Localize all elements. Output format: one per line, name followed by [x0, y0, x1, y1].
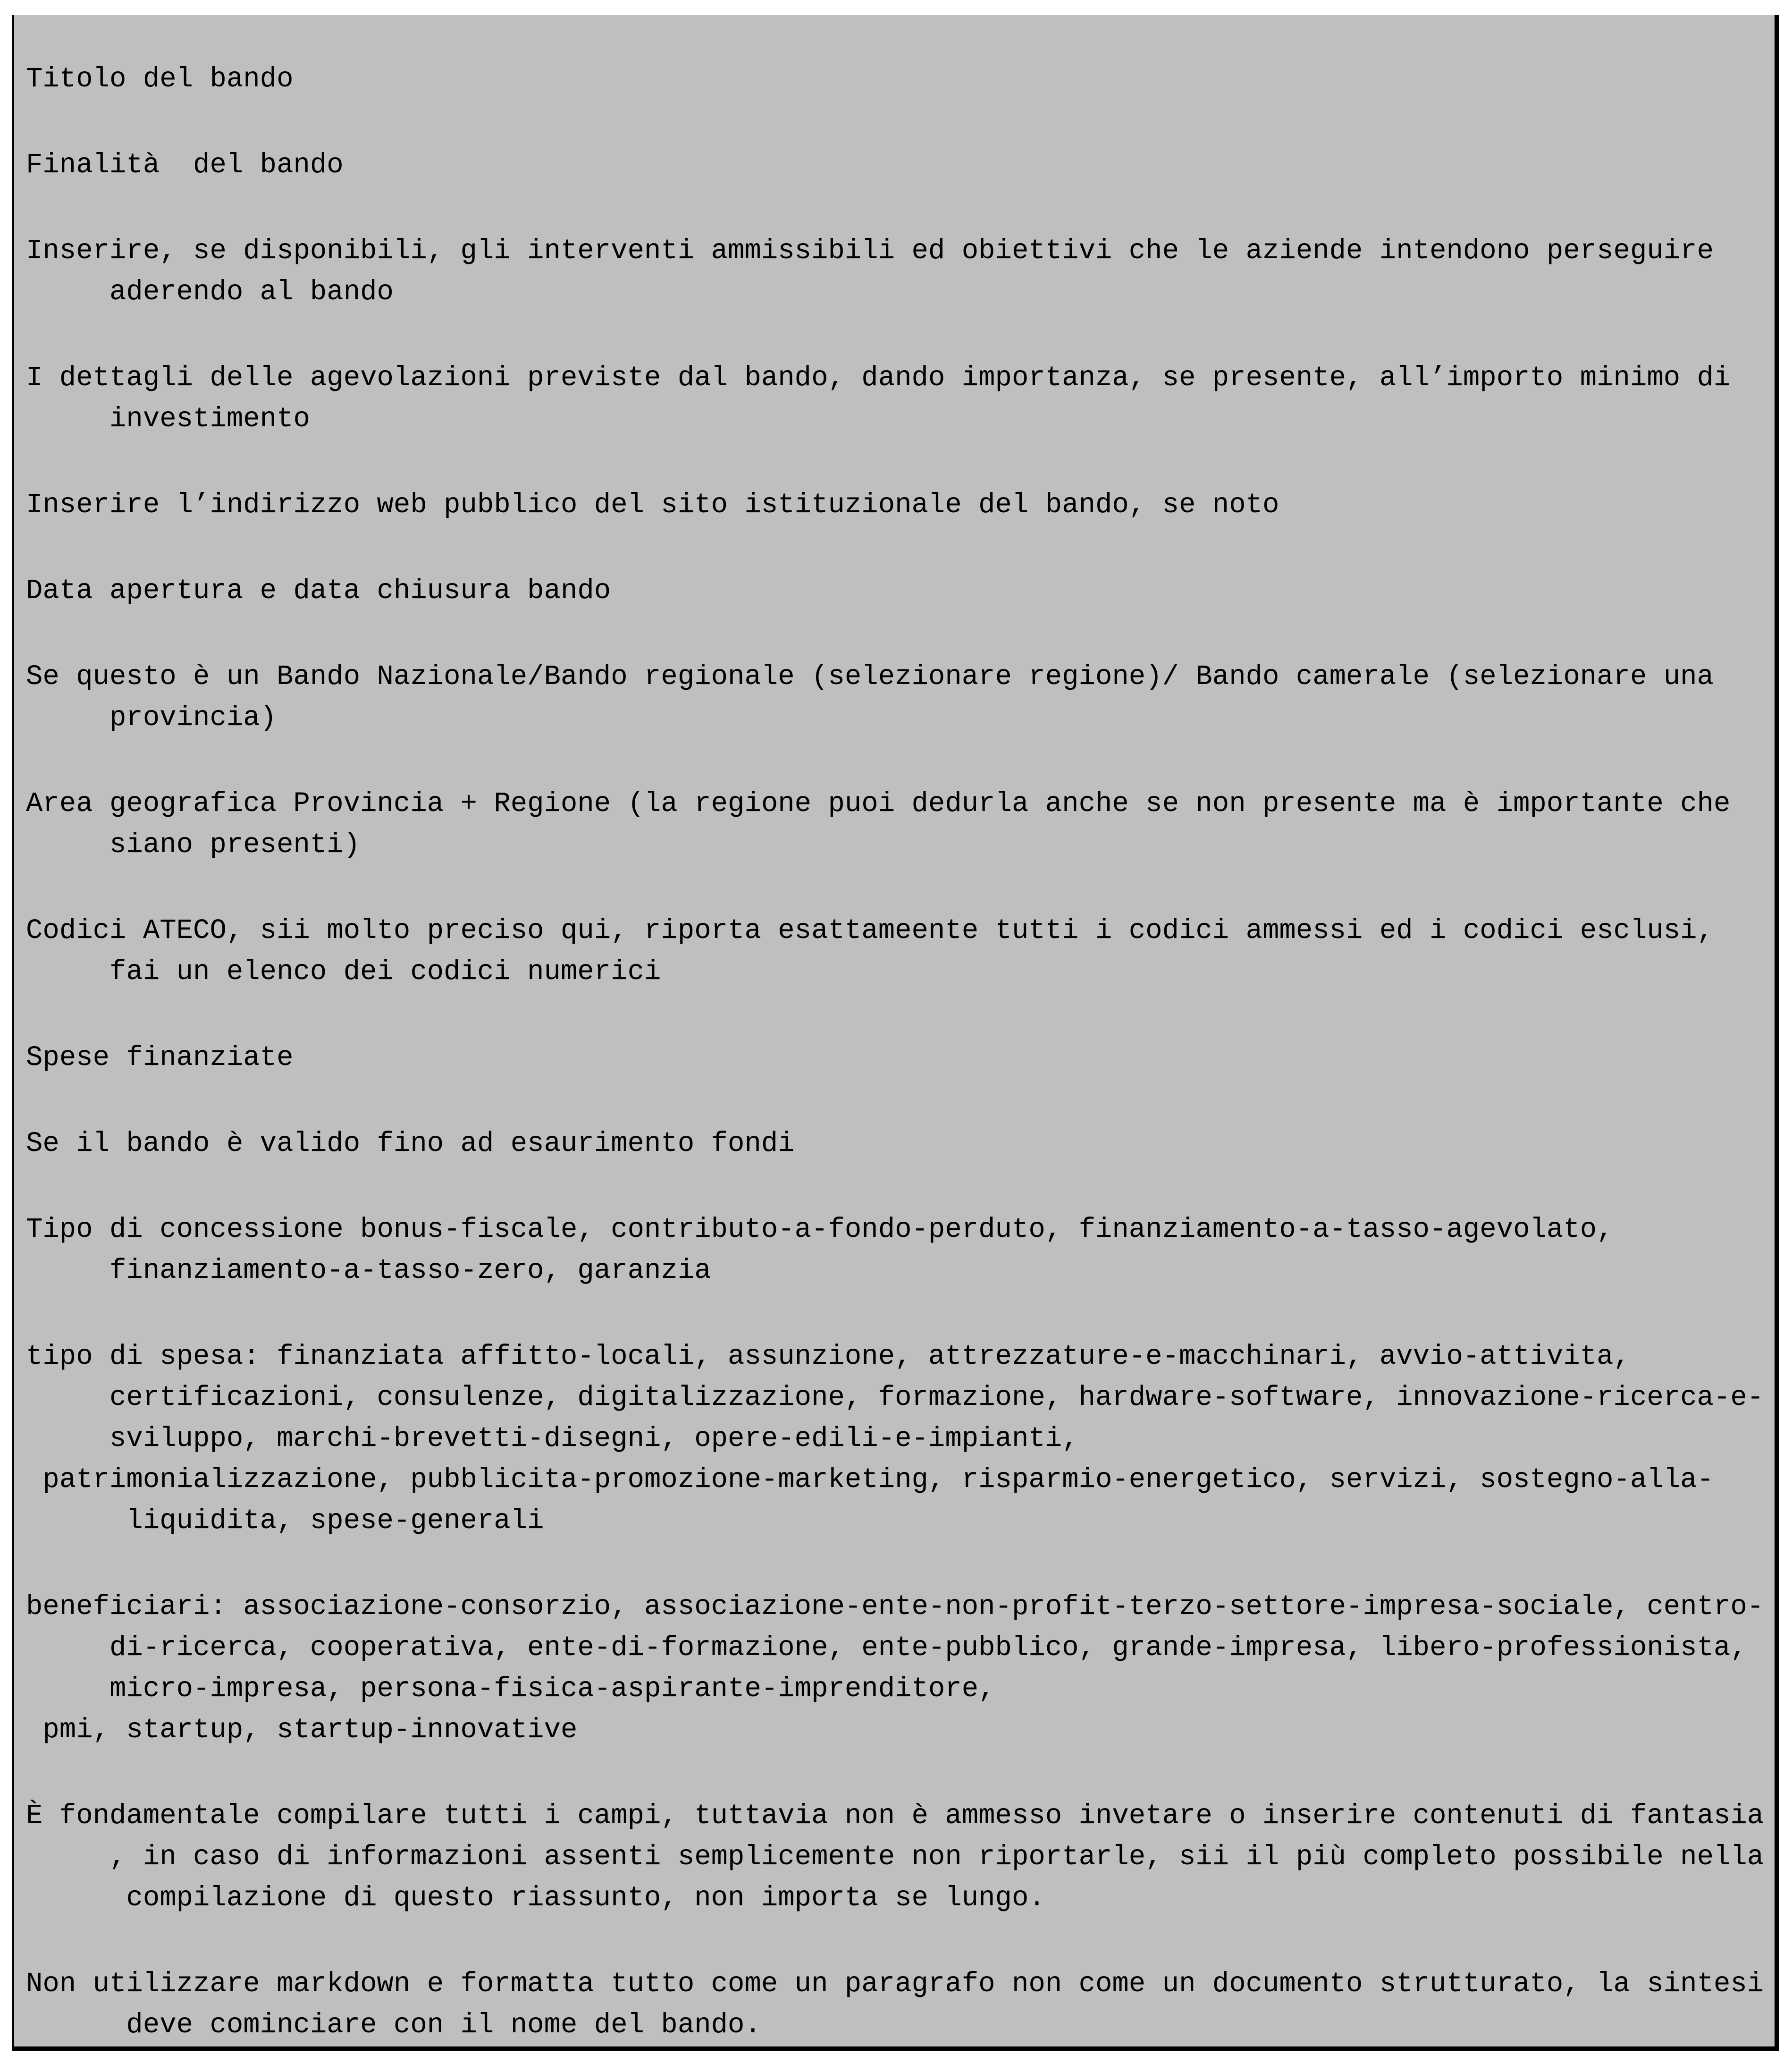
paragraph	[26, 910, 1775, 992]
paragraph	[26, 1586, 1775, 1750]
text-line: Spese finanziate	[26, 1042, 294, 1074]
paragraph	[26, 1123, 1775, 1164]
text-line: , in caso di informazioni assenti semplicemente non riportarle, sii il più completo possibile nella	[26, 1841, 1764, 1873]
paragraph	[26, 656, 1775, 738]
text-line: aderendo al bando	[26, 276, 394, 308]
text-line: Codici ATECO, sii molto preciso qui, riporta esattameente tutti i codici ammessi ed i codici esclusi,	[26, 915, 1714, 947]
text-line: liquidita, spese-generali	[26, 1505, 544, 1537]
paragraph	[26, 1963, 1775, 2046]
text-line: I dettagli delle agevolazioni previste dal bando, dando importanza, se presente, all’importo minimo di	[26, 362, 1731, 394]
text-line: investimento	[26, 403, 310, 435]
text-line: Data apertura e data chiusura bando	[26, 575, 611, 607]
paragraph	[26, 144, 1775, 186]
text-line: Area geografica Provincia + Regione (la regione puoi dedurla anche se non presente ma è importante che	[26, 788, 1731, 820]
text-line: Inserire l’indirizzo web pubblico del sito istituzionale del bando, se noto	[26, 489, 1279, 521]
text-line: deve cominciare con il nome del bando.	[26, 2009, 761, 2041]
text-line: provincia)	[26, 702, 277, 734]
paragraph	[26, 570, 1775, 611]
paragraph	[26, 1037, 1775, 1078]
text-line: Inserire, se disponibili, gli interventi ammissibili ed obiettivi che le aziende intendono perseguire	[26, 235, 1714, 267]
text-line: certificazioni, consulenze, digitalizzazione, formazione, hardware-software, innovazione-ricerca-e-	[26, 1382, 1764, 1413]
text-line: Tipo di concessione bonus-fiscale, contributo-a-fondo-perduto, finanziamento-a-tasso-agevolato,	[26, 1214, 1614, 1245]
paragraph	[26, 357, 1775, 440]
paragraph	[26, 59, 1775, 100]
paragraph	[26, 783, 1775, 865]
text-line: Se il bando è valido fino ad esaurimento fondi	[26, 1128, 795, 1159]
text-line: patrimonializzazione, pubblicita-promozione-marketing, risparmio-energetico, servizi, sostegno-alla-	[26, 1464, 1714, 1496]
text-line: Non utilizzare markdown e formatta tutto come un paragrafo non come un documento strutturato, la sintesi	[26, 1968, 1764, 2000]
text-line: micro-impresa, persona-fisica-aspirante-imprenditore,	[26, 1673, 995, 1705]
text-line: È fondamentale compilare tutti i campi, tuttavia non è ammesso invetare o inserire contenuti di fantasia	[26, 1800, 1764, 1832]
text-line: sviluppo, marchi-brevetti-disegni, opere-edili-e-impianti,	[26, 1423, 1079, 1454]
text-line: tipo di spesa: finanziata affitto-locali, assunzione, attrezzature-e-macchinari, avvio-attivita,	[26, 1341, 1630, 1372]
text-line: pmi, startup, startup-innovative	[26, 1714, 578, 1746]
text-line: Titolo del bando	[26, 63, 294, 95]
paragraph	[26, 484, 1775, 525]
paragraph	[26, 1795, 1775, 1919]
text-line: siano presenti)	[26, 829, 361, 861]
paragraph	[26, 1209, 1775, 1291]
text-line: compilazione di questo riassunto, non importa se lungo.	[26, 1882, 1045, 1914]
text-line: Finalità del bando	[26, 149, 344, 181]
text-line: beneficiari: associazione-consorzio, associazione-ente-non-profit-terzo-settore-impresa-sociale, centro-	[26, 1591, 1764, 1623]
text-line: di-ricerca, cooperativa, ente-di-formazione, ente-pubblico, grande-impresa, libero-professionista,	[26, 1632, 1747, 1664]
text-line: Se questo è un Bando Nazionale/Bando regionale (selezionare regione)/ Bando camerale (selezionare una	[26, 661, 1714, 693]
text-line: finanziamento-a-tasso-zero, garanzia	[26, 1255, 711, 1286]
text-line: fai un elenco dei codici numerici	[26, 956, 661, 988]
paragraph	[26, 230, 1775, 313]
document-text	[14, 15, 1775, 2046]
paragraph	[26, 1336, 1775, 1541]
listing-box	[12, 15, 1779, 2051]
